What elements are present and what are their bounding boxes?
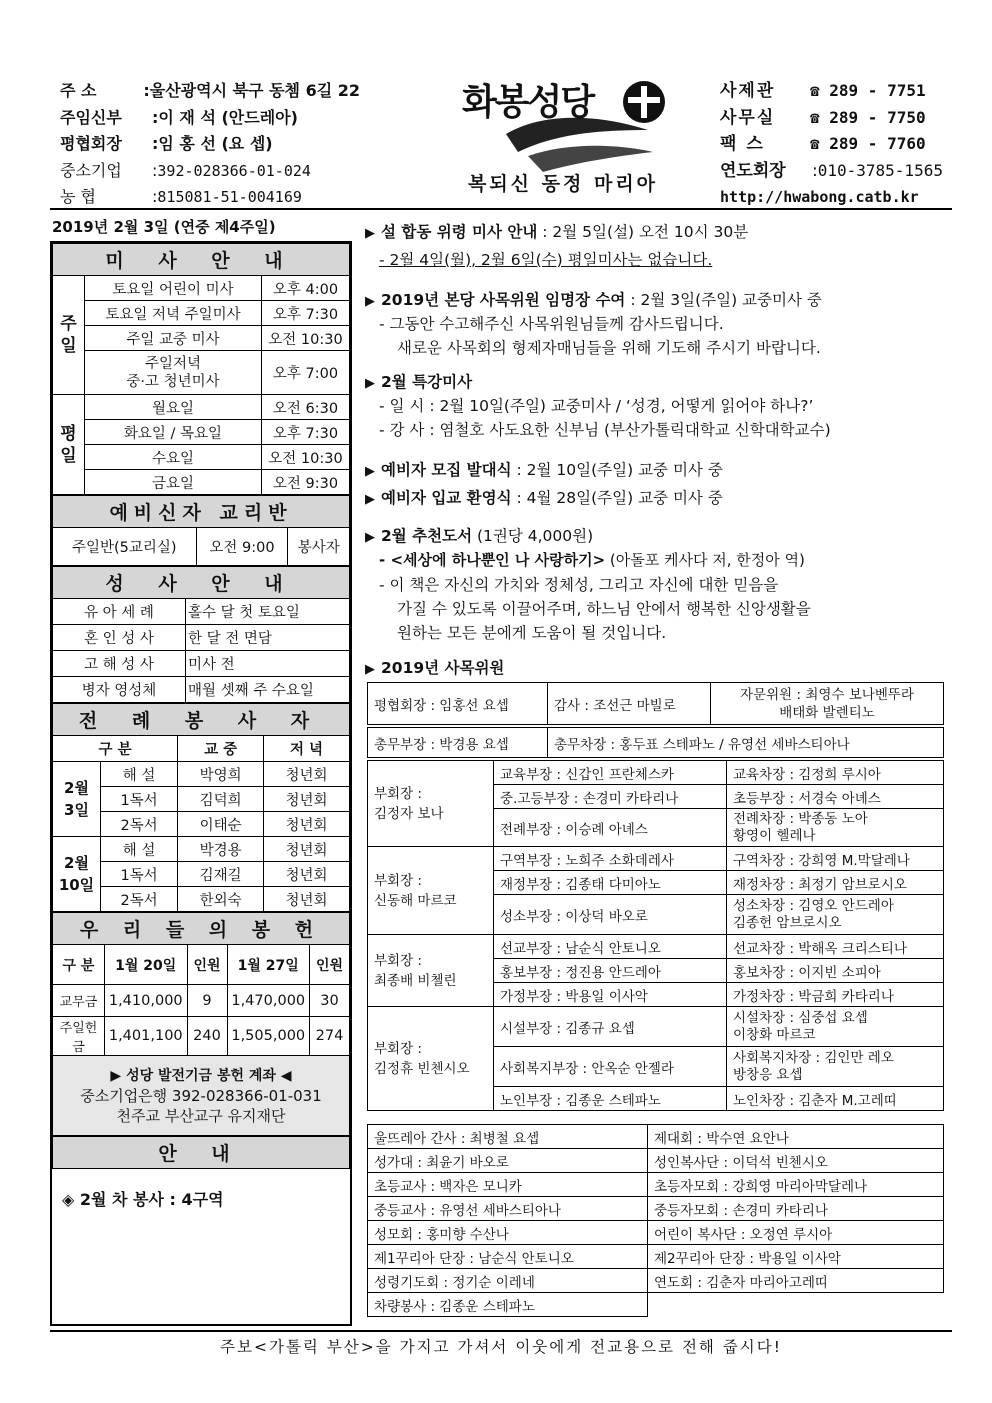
org-cell: 연도회 : 김춘자 마리아고레띠	[648, 1269, 944, 1293]
org-cell: 감사 : 조선근 마빌로	[548, 683, 711, 725]
org-cell: 재정부장 : 김종태 다미아노	[494, 871, 727, 895]
org-cell	[648, 1293, 944, 1317]
servers-table	[52, 703, 350, 912]
org-cell: 초등자모회 : 강희영 마리아막달레나	[648, 1173, 944, 1197]
offering-cell: 교무금	[53, 985, 105, 1017]
announcement-appointment: ▶ 2019년 본당 사목위원 임명장 수여 : 2월 3일(주일) 교중미사 중	[365, 291, 822, 309]
org-cell: 성모회 : 홍미향 수산나	[368, 1221, 648, 1245]
announcement-catechumen-welcome: ▶ 예비자 입교 환영식 : 4월 28일(주일) 교중 미사 중	[365, 489, 723, 507]
announcement-catechumen-launch: ▶ 예비자 모집 발대식 : 2월 10일(주일) 교중 미사 중	[365, 461, 723, 479]
fund-owner: 천주교 부산교구 유지재단	[116, 1106, 286, 1125]
announcement-memorial-mass: ▶ 설 합동 위령 미사 안내 : 2월 5일(설) 오전 10시 30분	[365, 223, 749, 241]
server-role: 1독서	[101, 862, 178, 887]
sunday-label: 주일	[53, 276, 85, 395]
sacrament-when: 홀수 달 첫 토요일	[186, 599, 350, 625]
sacraments-title: 성 사 안 내	[53, 567, 350, 599]
sacrament-name: 병자 영성체	[53, 677, 186, 703]
org-cell: 홍보차장 : 이지빈 소피아	[727, 959, 944, 983]
address-label: 주 소	[60, 81, 97, 100]
org-cell: 전례부장 : 이승례 아녜스	[494, 809, 727, 847]
fax-phone: ☎ 289 - 7760	[810, 134, 926, 153]
org-cell: 구역차장 : 강희영 M.막달레나	[727, 847, 944, 871]
org-cell: 노인부장 : 김종운 스테파노	[494, 1087, 727, 1111]
org-cell: 차량봉사 : 김종운 스테파노	[368, 1293, 648, 1317]
server-main: 김재길	[178, 862, 264, 887]
mass-title: 미 사 안 내	[53, 244, 350, 276]
org-cell: 시설차장 : 심중섭 요셉 이창화 마르코	[727, 1007, 944, 1047]
mass-time: 오전 10:30	[262, 326, 350, 351]
org-cell: 사회복지차장 : 김인만 레오 방창응 요셉	[727, 1047, 944, 1087]
org-cell: 구역부장 : 노희주 소화데레사	[494, 847, 727, 871]
vice-president: 부회장 : 김정휴 빈첸시오	[368, 1007, 494, 1111]
mass-schedule-table	[52, 243, 350, 495]
server-evening: 청년회	[264, 762, 350, 787]
server-role: 해 설	[101, 762, 178, 787]
mass-name: 화요일 / 목요일	[85, 420, 262, 445]
offering-header: 인원	[310, 945, 350, 985]
offering-header: 인원	[187, 945, 227, 985]
fund-account: 중소기업은행 392-028366-01-031	[80, 1086, 322, 1105]
org-cell: 홍보부장 : 정진용 안드레아	[494, 959, 727, 983]
offering-cell: 30	[310, 985, 350, 1017]
council-secretary-table	[367, 727, 944, 758]
org-cell: 교육부장 : 신갑인 프란체스카	[494, 761, 727, 785]
org-cell: 선교부장 : 남순식 안토니오	[494, 935, 727, 959]
notice-body: ◈ 2월 차 봉사 : 4구역	[62, 1190, 224, 1209]
org-cell: 제2꾸리아 단장 : 박용일 이사악	[648, 1245, 944, 1269]
sacrament-when: 매월 셋째 주 수요일	[186, 677, 350, 703]
org-cell: 중등교사 : 유영선 세바스티아나	[368, 1197, 648, 1221]
offering-title: 우 리 들 의 봉 헌	[53, 913, 350, 945]
choir-phone: 010-3785-1565	[817, 160, 943, 180]
offering-header: 1월 20일	[105, 945, 188, 985]
org-cell: 총무차장 : 홍두표 스테파노 / 유영선 세바스티아나	[548, 728, 944, 758]
announcement-thanks: - 그동안 수고해주신 사목위원님들께 감사드립니다.	[379, 315, 724, 333]
server-main: 박영희	[178, 762, 264, 787]
book-desc-1: - 이 책은 자신의 가치와 정체성, 그리고 자신에 대한 믿음을	[379, 576, 779, 594]
rectory-label: 사제관	[720, 81, 776, 101]
sacrament-when: 한 달 전 면담	[186, 625, 350, 651]
mass-name: 주일 교중 미사	[85, 326, 262, 351]
weekday-label: 평일	[53, 395, 85, 495]
address: 울산광역시 북구 동쳄 6길 22	[149, 81, 360, 100]
server-role: 2독서	[101, 887, 178, 912]
mass-time: 오전 10:30	[262, 445, 350, 470]
server-role: 2독서	[101, 812, 178, 837]
org-cell: 교육차장 : 김정희 루시아	[727, 761, 944, 785]
church-logo	[448, 72, 678, 202]
org-cell: 어린이 복사단 : 오정연 루시아	[648, 1221, 944, 1245]
bank2-label: 농 협	[60, 187, 96, 206]
servers-header: 구 분	[53, 736, 178, 762]
header-divider	[50, 208, 952, 210]
mass-time: 오후 7:30	[262, 420, 350, 445]
catechism-title: 예비신자 교리반	[53, 496, 350, 528]
sacrament-name: 고 해 성 사	[53, 651, 186, 677]
mass-time: 오후 7:00	[262, 351, 350, 395]
footer-divider	[50, 1330, 952, 1332]
vice-president: 부회장 : 김정자 보나	[368, 761, 494, 847]
office-label: 사무실	[720, 107, 776, 128]
announcement-prayer: 새로운 사목회의 형제자매님들을 위해 기도해 주시기 바랍니다.	[397, 339, 821, 357]
org-cell: 제1꾸리아 단장 : 남순식 안토니오	[368, 1245, 648, 1269]
header-info: 주 소 : 울산광역시 북구 동쳄 6길 22 주임신부 : 이 재 석 (안드레아) 평협회장 : 임 홍 선 (요 셉) 중소기업 : 392-028366-01-024 농 협 : 815081-51-004169	[60, 78, 360, 211]
sacrament-name: 혼 인 성 사	[53, 625, 186, 651]
org-cell: 성소부장 : 이상덕 바오로	[494, 895, 727, 935]
servers-header: 교 중	[178, 736, 264, 762]
special-mass-speaker: - 강 사 : 염철호 사도요한 신부님 (부산가톨릭대학교 신학대학교수)	[379, 421, 831, 439]
org-cell: 재정차장 : 최정기 암브로시오	[727, 871, 944, 895]
org-cell: 자문위원 : 최영수 보나벤뚜라 배태화 발렌티노	[711, 683, 944, 725]
left-column	[50, 241, 352, 1326]
sacrament-when: 미사 전	[186, 651, 350, 677]
org-cell: 노인차장 : 김춘자 M.고레띠	[727, 1087, 944, 1111]
mass-time: 오전 6:30	[262, 395, 350, 420]
website-link[interactable]: http://hwabong.catb.kr	[720, 188, 919, 206]
notice-title: 안 내	[53, 1137, 350, 1169]
mass-name: 토요일 어린이 미사	[85, 276, 262, 301]
offering-cell: 9	[187, 985, 227, 1017]
org-cell: 제대회 : 박수연 요안나	[648, 1125, 944, 1149]
org-cell: 성령기도회 : 정기순 이레네	[368, 1269, 648, 1293]
offering-cell: 1,505,000	[227, 1017, 310, 1056]
server-evening: 청년회	[264, 862, 350, 887]
org-cell: 평협회장 : 임홍선 요셉	[368, 683, 548, 725]
fund-title: ▶ 성당 발전기금 봉헌 계좌 ◀	[110, 1067, 292, 1084]
org-cell: 초등교사 : 백자은 모니카	[368, 1173, 648, 1197]
servers-title: 전 례 봉 사 자	[53, 704, 350, 736]
pastor: 이 재 석 (안드레아)	[158, 107, 298, 127]
server-main: 한외숙	[178, 887, 264, 912]
offering-cell: 1,470,000	[227, 985, 310, 1017]
offering-table	[52, 912, 350, 1136]
council-label: 평협회장	[60, 134, 122, 153]
bank1-account: 392-028366-01-024	[157, 161, 311, 180]
sacraments-table	[52, 566, 350, 703]
special-mass-date: - 일 시 : 2월 10일(주일) 교중미사 / ‘성경, 어떻게 읽어야 하나?’	[379, 397, 814, 415]
server-main: 김덕희	[178, 787, 264, 812]
mass-time: 오전 9:30	[262, 470, 350, 495]
server-date: 2월 10일	[53, 837, 101, 912]
offering-header: 1월 27일	[227, 945, 310, 985]
book-desc-3: 원하는 모든 분에게 도움이 될 것입니다.	[397, 624, 667, 642]
server-date: 2월 3일	[53, 762, 101, 837]
offering-cell: 274	[310, 1017, 350, 1056]
server-role: 1독서	[101, 787, 178, 812]
server-main: 이태순	[178, 812, 264, 837]
org-cell: 성인복사단 : 이덕석 빈첸시오	[648, 1149, 944, 1173]
org-cell: 울뜨레아 간사 : 최병철 요셉	[368, 1125, 648, 1149]
council-top-table	[367, 682, 944, 725]
vice-president: 부회장 : 최종배 비첼린	[368, 935, 494, 1007]
org-cell: 사회복지부장 : 안옥순 안젤라	[494, 1047, 727, 1087]
patron-name: 복되신 동정 마리아	[467, 173, 659, 195]
council-president: 임 홍 선 (요 셉)	[158, 134, 273, 153]
announcement-no-weekday-mass: - 2월 4일(월), 2월 6일(수) 평일미사는 없습니다.	[379, 251, 713, 269]
council-groups-table	[367, 760, 944, 1111]
offering-cell: 240	[187, 1017, 227, 1056]
server-evening: 청년회	[264, 837, 350, 862]
fax-label: 팩 스	[720, 134, 765, 154]
bank1-label: 중소기업	[60, 160, 122, 180]
issue-date: 2019년 2월 3일 (연중 제4주일)	[52, 218, 276, 236]
pastor-label: 주임신부	[60, 107, 122, 127]
server-evening: 청년회	[264, 787, 350, 812]
mass-name: 주일저녁 중·고 청년미사	[85, 351, 262, 395]
offering-cell: 주일헌금	[53, 1017, 105, 1056]
mass-name: 토요일 저녁 주일미사	[85, 301, 262, 326]
org-cell: 중.고등부장 : 손경미 카타리나	[494, 785, 727, 809]
council-bottom-table	[367, 1124, 944, 1317]
announcement-book: ▶ 2월 추천도서 (1권당 4,000원)	[365, 527, 594, 545]
catechism-class: 주일반(5교리실)	[53, 528, 197, 566]
catechism-teacher: 봉사자	[288, 528, 350, 566]
announcement-special-mass: ▶ 2월 특강미사	[365, 373, 473, 391]
mass-name: 수요일	[85, 445, 262, 470]
mass-name: 월요일	[85, 395, 262, 420]
mass-time: 오후 7:30	[262, 301, 350, 326]
org-cell: 총무부장 : 박경용 요셉	[368, 728, 548, 758]
choir-label: 연도회장	[720, 160, 786, 181]
sacrament-name: 유 아 세 례	[53, 599, 186, 625]
org-cell: 성가대 : 최윤기 바오로	[368, 1149, 648, 1173]
announcement-council: ▶ 2019년 사목위원	[365, 659, 505, 677]
book-title: - <세상에 하나뿐인 나 사랑하기> (아돌포 케사다 저, 한정아 역)	[379, 551, 805, 569]
rectory-phone: ☎ 289 - 7751	[810, 81, 926, 100]
vice-president: 부회장 : 신동해 마르코	[368, 847, 494, 935]
footer-text: 주보<가톨릭 부산>을 가지고 가셔서 이웃에게 전교용으로 전해 줍시다!	[220, 1338, 782, 1356]
org-cell: 초등부장 : 서경숙 아녜스	[727, 785, 944, 809]
mass-name: 금요일	[85, 470, 262, 495]
offering-header: 구 분	[53, 945, 105, 985]
org-cell: 가정부장 : 박용일 이사악	[494, 983, 727, 1007]
offering-cell: 1,410,000	[105, 985, 188, 1017]
catechism-time: 오전 9:00	[196, 528, 288, 566]
servers-header: 저 녁	[264, 736, 350, 762]
church-name: 화봉성당	[462, 81, 594, 123]
org-cell: 시설부장 : 김종규 요셉	[494, 1007, 727, 1047]
notice-table	[52, 1136, 350, 1169]
org-cell: 전례차장 : 박종동 노아 황영이 헬레나	[727, 809, 944, 847]
org-cell: 가정차장 : 박금희 카타리나	[727, 983, 944, 1007]
server-evening: 청년회	[264, 812, 350, 837]
contact-info: 사제관 ☎ 289 - 7751 사무실 ☎ 289 - 7750 팩 스 ☎ 289 - 7760 연도회장 : 010-3785-1565 http://hwabong.catb.kr	[720, 78, 960, 211]
catechism-table	[52, 495, 350, 566]
org-cell: 선교차장 : 박해옥 크리스티나	[727, 935, 944, 959]
server-evening: 청년회	[264, 887, 350, 912]
server-role: 해 설	[101, 837, 178, 862]
mass-time: 오후 4:00	[262, 276, 350, 301]
bank2-account: 815081-51-004169	[157, 188, 302, 206]
offering-cell: 1,401,100	[105, 1017, 188, 1056]
server-main: 박경용	[178, 837, 264, 862]
org-cell: 성소차장 : 김영오 안드레아 김종헌 암브로시오	[727, 895, 944, 935]
office-phone: ☎ 289 - 7750	[810, 107, 926, 127]
org-cell: 중등자모회 : 손경미 카타리나	[648, 1197, 944, 1221]
book-desc-2: 가질 수 있도록 이끌어주며, 하느님 안에서 행복한 신앙생활을	[397, 600, 811, 618]
